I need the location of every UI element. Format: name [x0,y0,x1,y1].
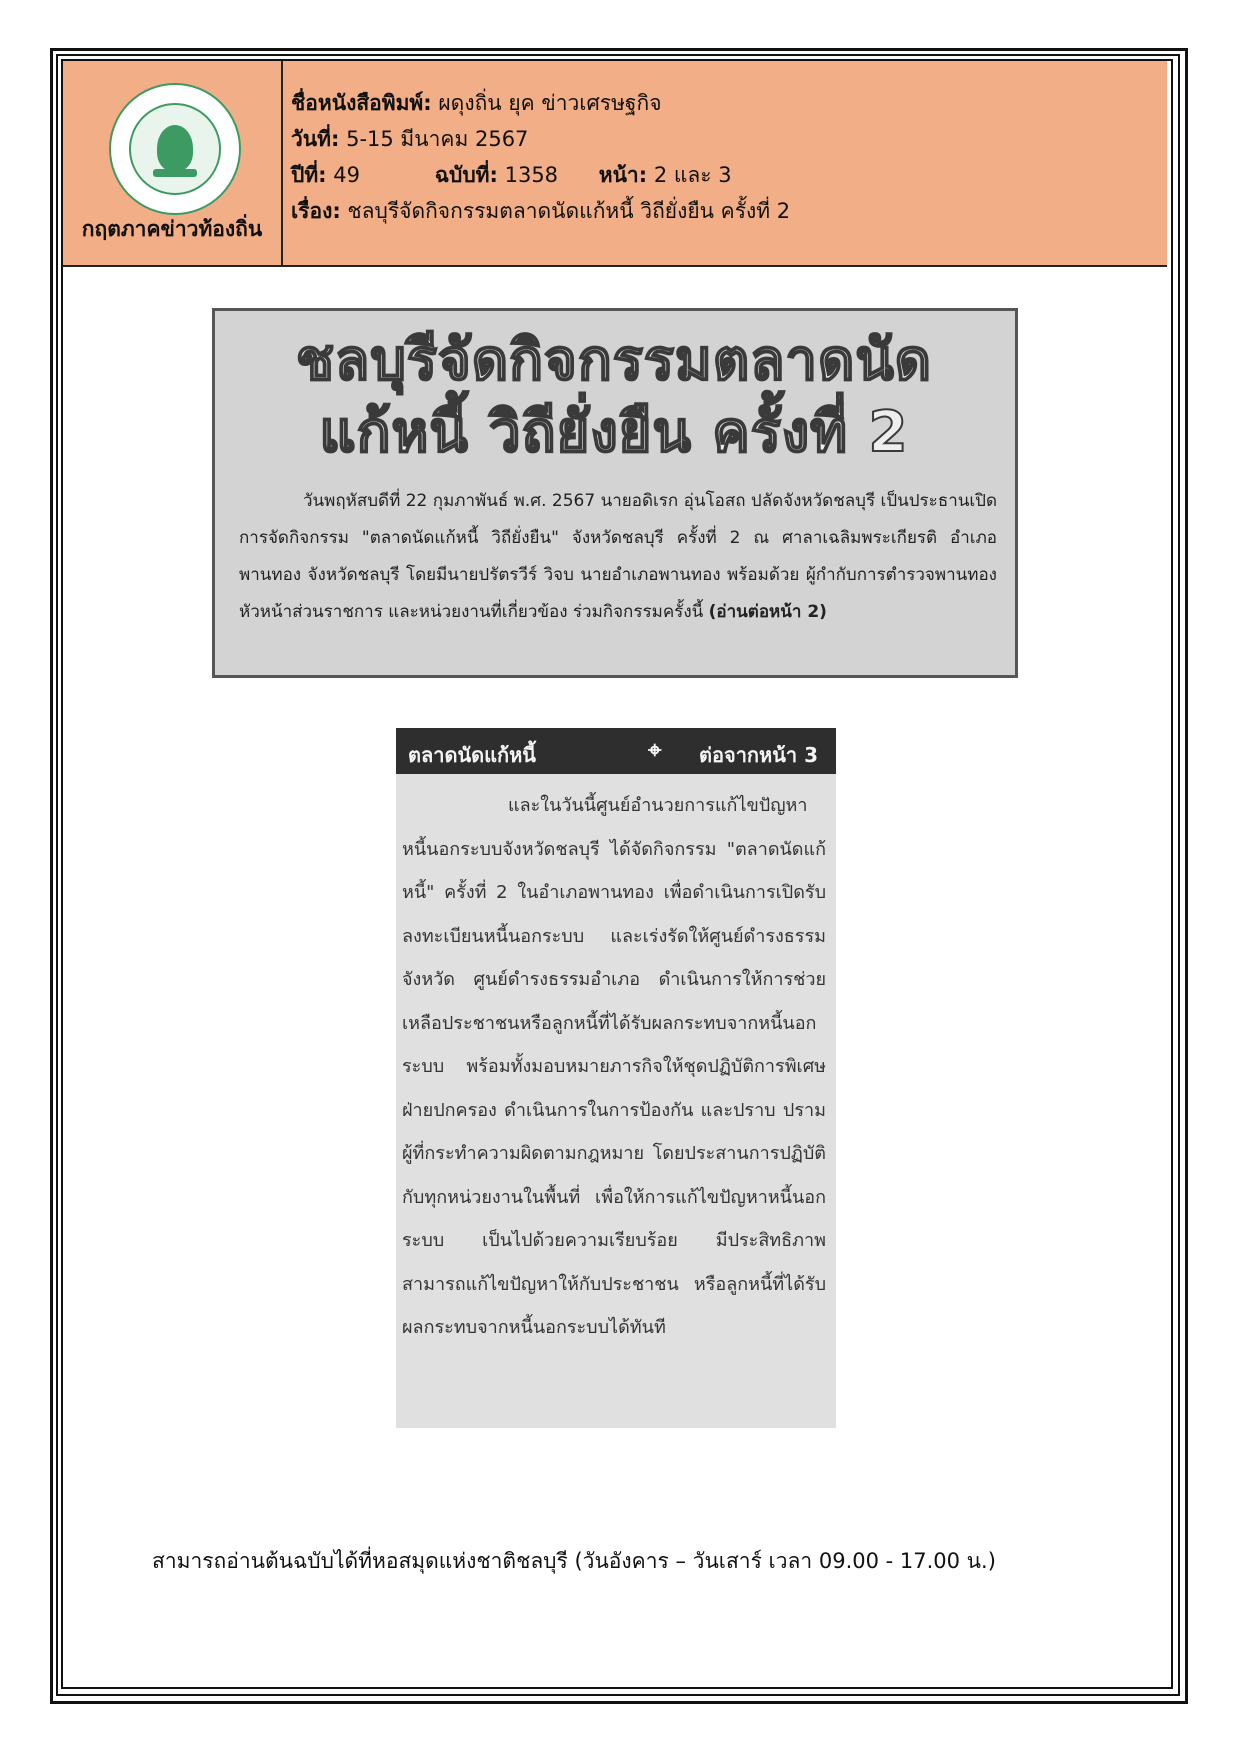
year-value: 49 [333,163,360,187]
clipping-continued-bar [396,728,836,774]
news-clipping-continued [396,728,836,1428]
clipping-continued-body [402,784,826,1350]
newspaper-row [291,85,790,121]
year-label: ปีที่: [291,163,327,187]
library-seal-icon [109,83,241,215]
newspaper-value: ผดุงถิ่น ยุค ข่าวเศรษฐกิจ [438,91,662,115]
news-clipping-front [212,308,1018,678]
continued-from-label: ต่อจากหน้า 3 [698,743,818,767]
page-value: 2 และ 3 [653,163,732,187]
subject-label: เรื่อง: [291,199,341,223]
continued-bar-title: ตลาดนัดแก้หนี้ [408,743,536,767]
continuation-note: (อ่านต่อหน้า 2) [708,602,827,622]
date-row [291,121,790,157]
date-value: 5-15 มีนาคม 2567 [346,127,529,151]
clipping-front-body [239,483,997,631]
clipping-front-text: วันพฤหัสบดีที่ 22 กุมภาพันธ์ พ.ศ. 2567 นายอดิเรก อุ่นโอสถ ปลัดจังหวัดชลบุรี เป็นประธานเปิดการจัดกิจกรรม "ตลาดนัดแก้หนี้ วิถียั่งยืน" จังหวัดชลบุรี ครั้งที่ 2 ณ ศาลาเฉลิมพระเกียรติ อำเภอพานทอง จังหวัดชลบุรี โดยมีนายปรัตรวีร์ วิจบ นายอำเภอพานทอง พร้อมด้วย ผู้กำกับการตำรวจพานทอง หัวหน้าส่วนราชการ และหน่วยงานที่เกี่ยวข้อง ร่วมกิจกรรมครั้งนี้ [239,491,997,622]
footer-note: สามารถอ่านต้นฉบับได้ที่หอสมุดแห่งชาติชลบุรี (วันอังคาร – วันเสาร์ เวลา 09.00 - 17.00 น.) [152,1549,996,1573]
clipping-headline-line1: ชลบุรีจัดกิจกรรมตลาดนัด [296,328,932,393]
date-label: วันที่: [291,127,340,151]
newspaper-label: ชื่อหนังสือพิมพ์: [291,91,432,115]
clipping-headline-line2: แก้หนี้ วิถียั่งยืน ครั้งที่ 2 [319,400,909,465]
logo-caption: กฤตภาคข่าวท้องถิ่น [81,217,263,241]
logo-cell [63,61,283,265]
issue-label: ฉบับที่: [434,163,498,187]
clipping-info [291,85,790,229]
crosshair-icon: ⌖ [648,736,662,764]
subject-row [291,193,790,229]
issue-value: 1358 [504,163,559,187]
clipping-continued-text: และในวันนี้ศูนย์อำนวยการแก้ไขปัญหาหนี้นอกระบบจังหวัดชลบุรี ได้จัดกิจกรรม "ตลาดนัดแก้หนี้" ครั้งที่ 2 ในอำเภอพานทอง เพื่อดำเนินการเปิดรับลงทะเบียนหนี้นอกระบบ และเร่งรัดให้ศูนย์ดำรงธรรมจังหวัด ศูนย์ดำรงธรรมอำเภอ ดำเนินการให้การช่วยเหลือประชาชนหรือลูกหนี้ที่ได้รับผลกระทบจากหนี้นอกระบบ พร้อมทั้งมอบหมายภารกิจให้ชุดปฏิบัติการพิเศษฝ่ายปกครอง ดำเนินการในการป้องกัน และปราบ ปรามผู้ที่กระทำความผิดตามกฎหมาย โดยประสานการปฏิบัติกับทุกหน่วยงานในพื้นที่ เพื่อให้การแก้ไขปัญหาหนี้นอกระบบ เป็นไปด้วยความเรียบร้อย มีประสิทธิภาพ สามารถแก้ไขปัญหาให้กับประชาชน หรือลูกหนี้ที่ได้รับผลกระทบจากหนี้นอกระบบได้ทันที [402,795,826,1338]
issue-row [291,157,790,193]
page-label: หน้า: [598,163,648,187]
subject-value: ชลบุรีจัดกิจกรรมตลาดนัดแก้หนี้ วิถียั่งยืน ครั้งที่ 2 [347,199,791,223]
clipping-header [63,61,1167,267]
